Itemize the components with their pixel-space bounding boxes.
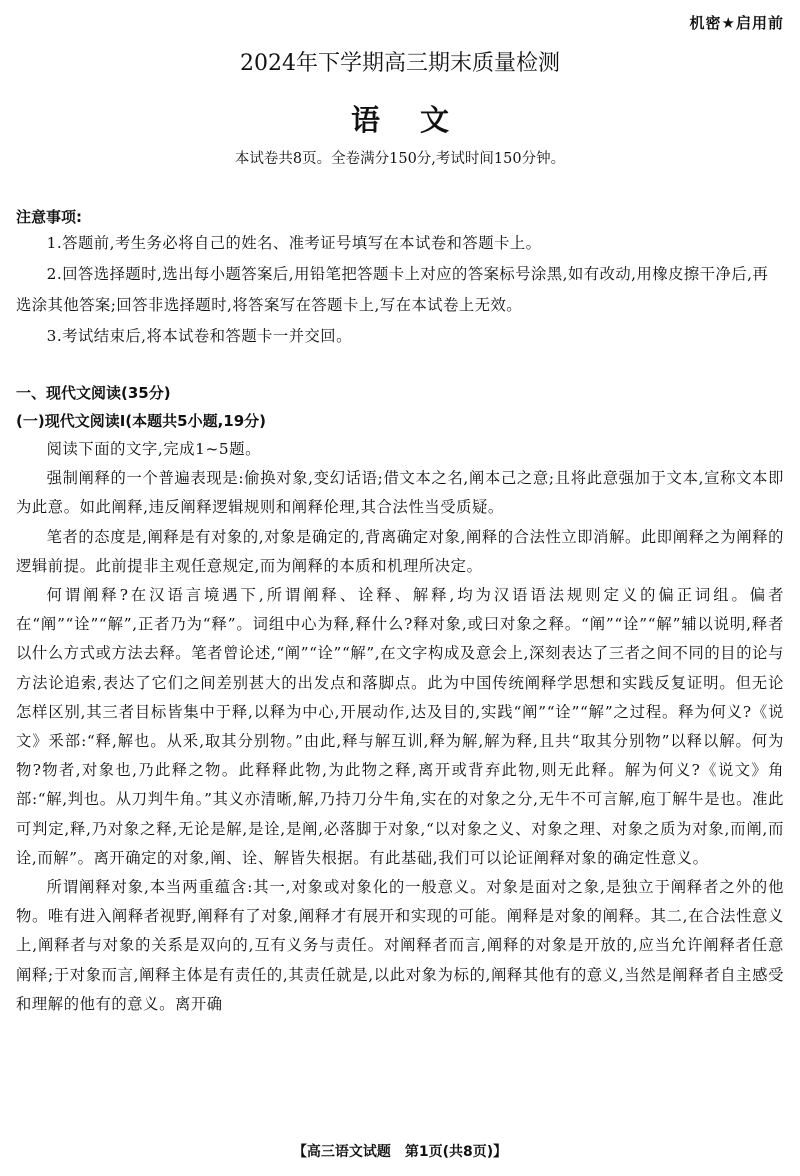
passage-paragraph: 笔者的态度是,阐释是有对象的,对象是确定的,背离确定对象,阐释的合法性立即消解。此即阐释之为阐释的逻辑前提。此前提非主观任意规定,而为阐释的本质和机理所决定。 [16,527,784,575]
exam-content [16,206,784,1019]
exam-title: 2024年下学期高三期末质量检测 [240,51,560,76]
reading-instruction: 阅读下面的文字,完成1~5题。 [46,440,262,458]
notice-title: 注意事项: [16,208,82,226]
subject-title [0,98,800,139]
subsection-title: (一)现代文阅读I(本题共5小题,19分) [16,412,267,430]
passage-paragraph: 何谓阐释?在汉语言境遇下,所谓阐释、诠释、解释,均为汉语语法规则定义的偏正词组。偏者在“阐”“诠”“解”,正者乃为“释”。词组中心为释,释什么?释对象,或曰对象之释。“阐”“诠”“解”辅以说明,释者以什么方式或方法去释。笔者曾论述,“阐”“诠”“解”,在文字构成及意会上,深刻表达了三者之间不同的目的论与方法论追索,表达了它们之间差别甚大的出发点和落脚点。此为中国传统阐释学思想和实践反复证明。但无论怎样区别,其三者目标皆集中于释,以释为中心,开展动作,达及目的,实践“阐”“诠”“解”之过程。释为何义?《说文》釆部:“释,解也。从釆,取其分别物。”由此,释与解互训,释为解,解为释,且共“取其分别物”以释以解。何为物?物者,对象也,乃此释之物。此释释此物,为此物之释,离开或背弃此物,则无此释。解为何义?《说文》角部:“解,判也。从刀判牛角。”其义亦清晰,解,乃持刀分牛角,实在的对象之分,无牛不可言解,庖丁解牛是也。准此可判定,释,乃对象之释,无论是解,是诠,是阐,必落脚于对象,“以对象之义、对象之理、对象之质为对象,而阐,而诠,而解”。离开确定的对象,阐、诠、解皆失根据。有此基础,我们可以论证阐释对象的确定性意义。 [16,586,784,867]
passage-paragraph: 强制阐释的一个普遍表现是:偷换对象,变幻话语;借文本之名,阐本己之意;且将此意强加于文本,宣称文本即为此意。如此阐释,违反阐释逻辑规则和阐释伦理,其合法性当受质疑。 [16,469,784,517]
subject-char: 文 [420,103,450,137]
notice-item: 2.回答选择题时,选出每小题答案后,用铅笔把答题卡上对应的答案标号涂黑,如有改动,用橡皮擦干净后,再选涂其他答案;回答非选择题时,将答案写在答题卡上,写在本试卷上无效。 [16,265,769,314]
notice-item: 1.答题前,考生务必将自己的姓名、准考证号填写在本试卷和答题卡上。 [46,234,542,252]
confidential-mark: 机密★启用前 [689,14,784,32]
passage-paragraph: 所谓阐释对象,本当两重蕴含:其一,对象或对象化的一般意义。对象是面对之象,是独立于阐释者之外的他物。唯有进入阐释者视野,阐释有了对象,阐释才有展开和实现的可能。阐释是对象的阐释。其二,在合法性意义上,阐释者与对象的关系是双向的,互有义务与责任。对阐释者而言,阐释的对象是开放的,应当允许阐释者任意阐释;于对象而言,阐释主体是有责任的,其责任就是,以此对象为标的,阐释其他有的意义,当然是阐释者自主感受和理解的他有的意义。离开确 [16,878,784,1013]
exam-info: 本试卷共8页。全卷满分150分,考试时间150分钟。 [234,151,566,167]
subject-char: 语 [350,103,380,137]
notice-item: 3.考试结束后,将本试卷和答题卡一并交回。 [46,327,352,345]
page-footer: 【高三语文试题 第1页(共8页)】 [292,1144,508,1160]
spacer [16,352,784,379]
section-title: 一、现代文阅读(35分) [16,384,171,402]
